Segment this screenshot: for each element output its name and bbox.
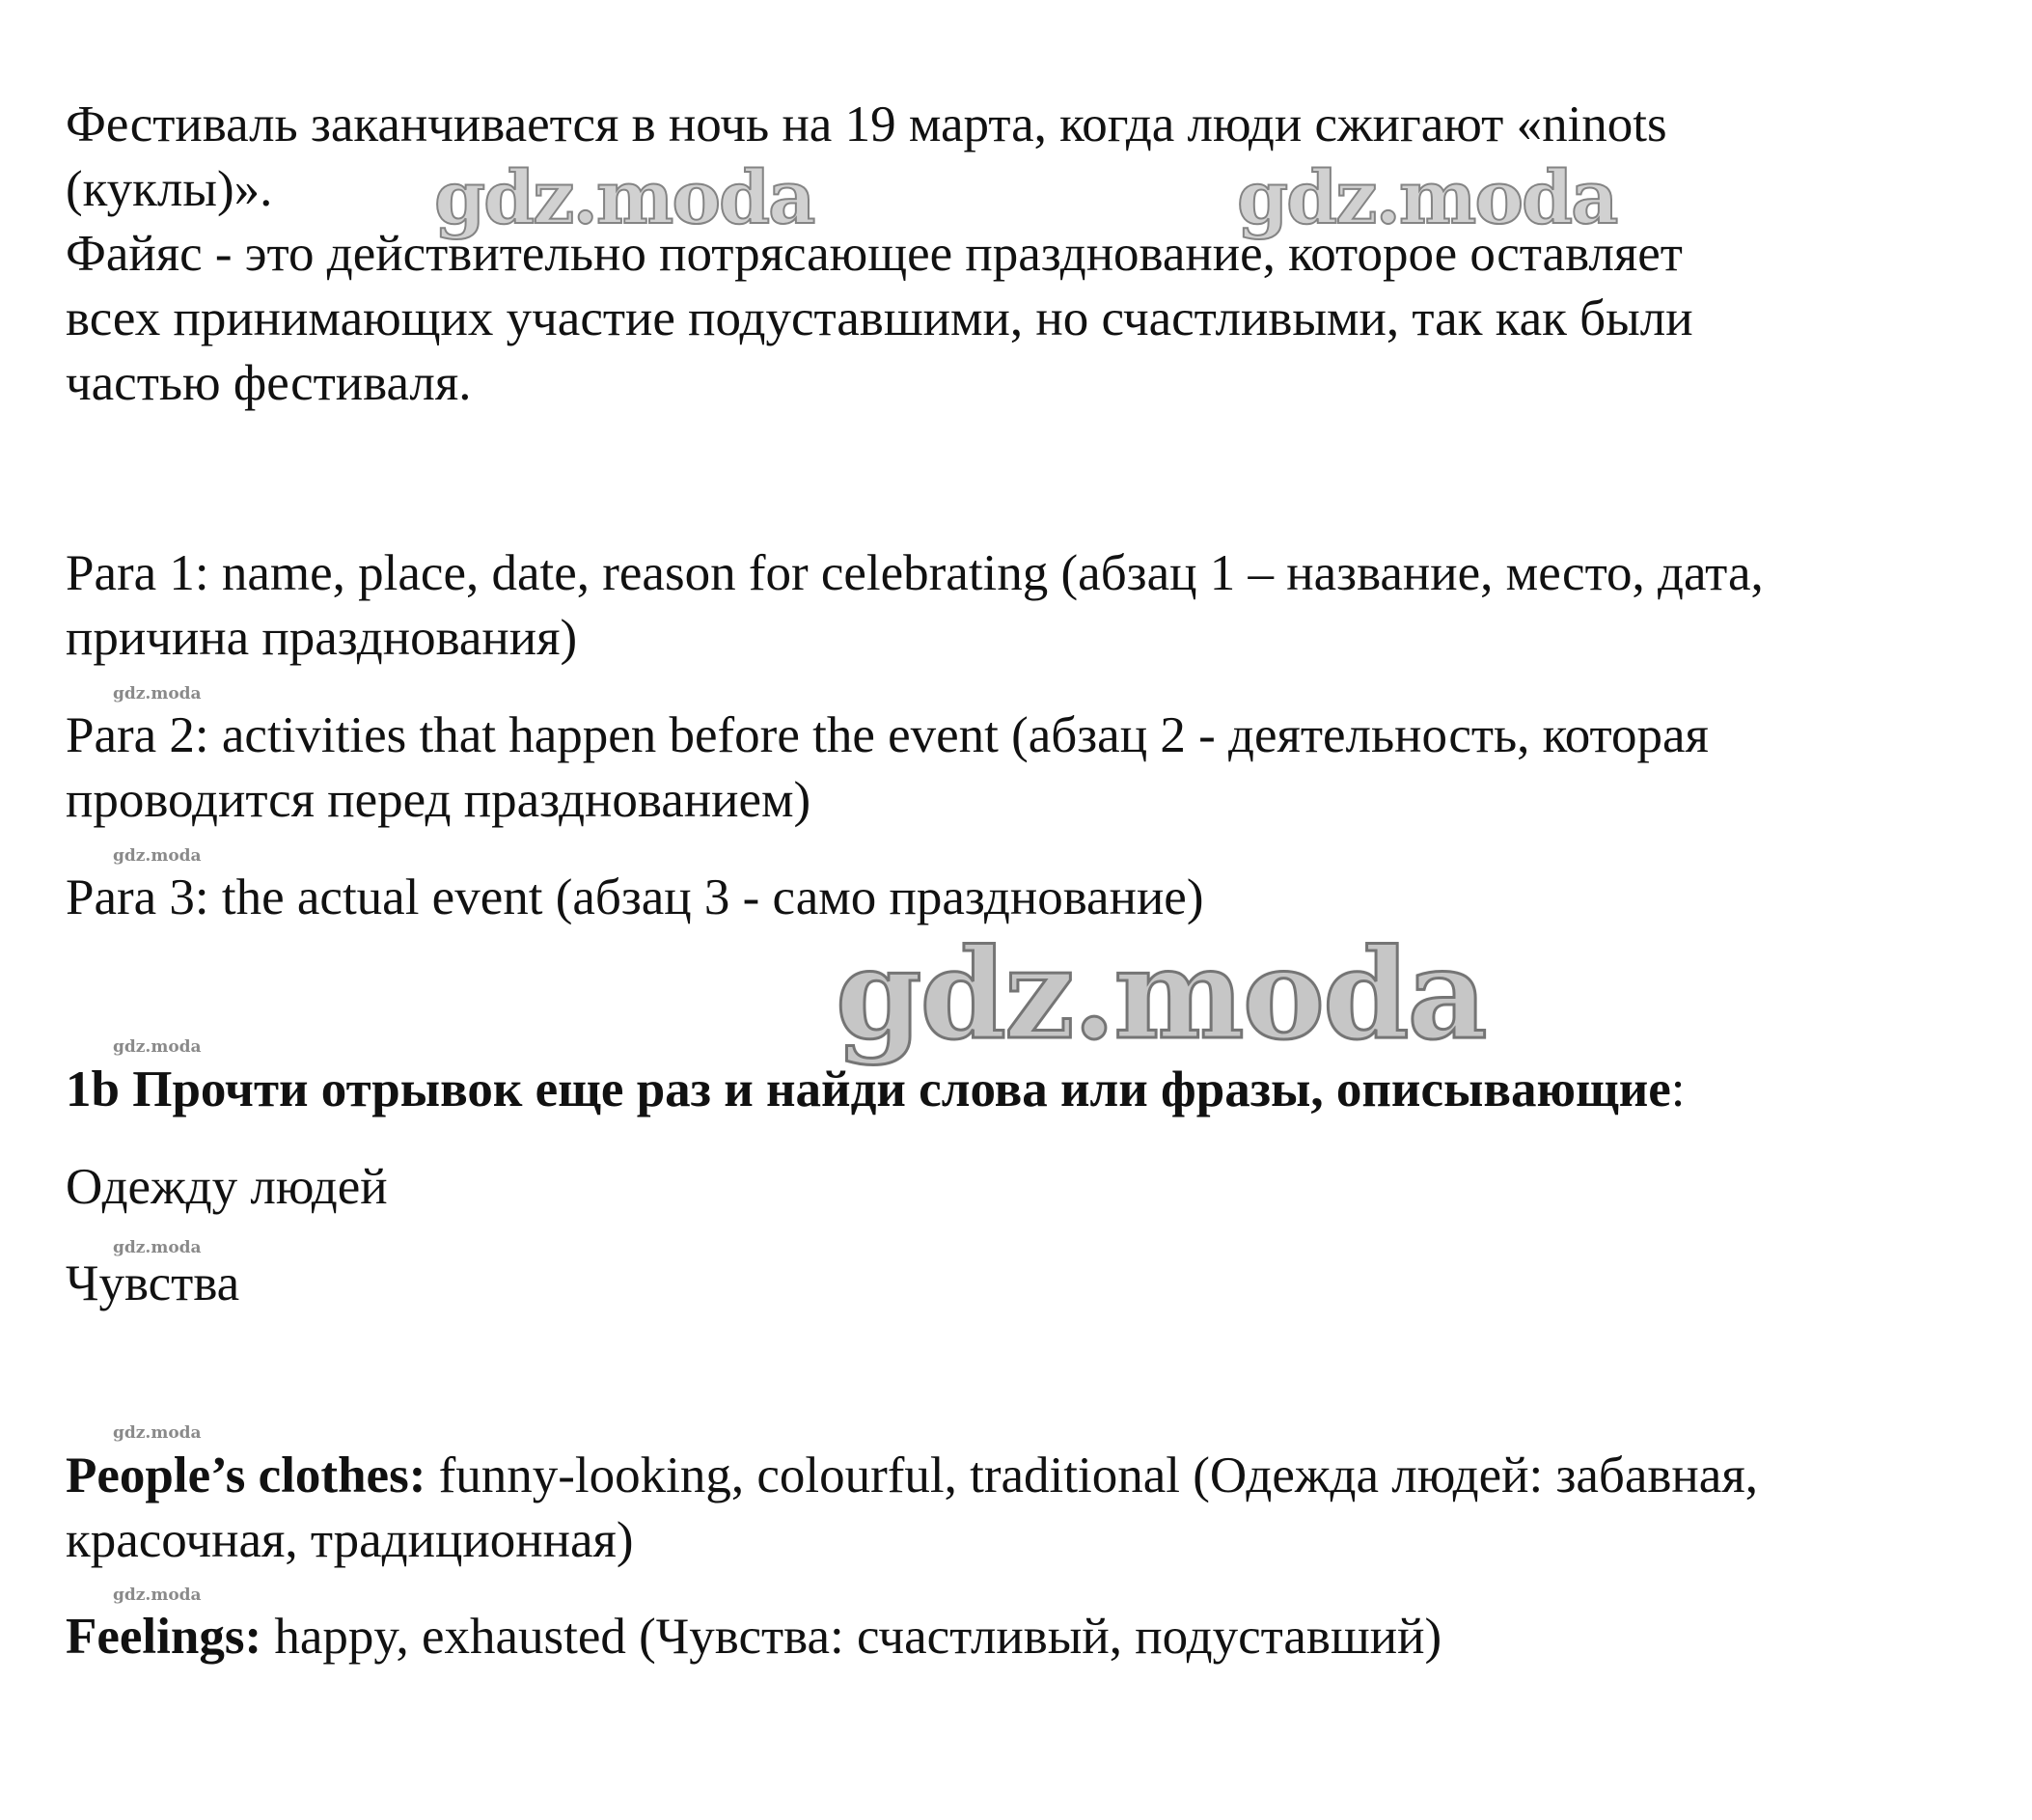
text-line-dolls: (куклы)». — [66, 161, 273, 217]
text-line-festival-part: частью фестиваля. — [66, 355, 472, 411]
task-1b-heading-colon: : — [1670, 1062, 1686, 1117]
text-line-para-3: Para 3: the actual event (абзац 3 - само празднование) — [66, 869, 1204, 925]
text-line-feelings-ru: Чувства — [66, 1255, 240, 1311]
watermark-small-5: gdz.moda — [113, 1423, 202, 1443]
text-line-fallas-description: Файяс - это действительно потрясающее празднование, которое оставляет — [66, 226, 1683, 282]
text-line-para-1: Para 1: name, place, date, reason for celebrating (абзац 1 – название, место, дата, — [66, 545, 1764, 601]
text-line-participants: всех принимающих участие подуставшими, но счастливыми, так как были — [66, 290, 1693, 346]
text-line-para-1-cont: причина празднования) — [66, 610, 578, 666]
watermark-small-2: gdz.moda — [113, 846, 202, 866]
answer-feelings-label: Feelings: — [66, 1609, 262, 1665]
watermark-small-6: gdz.moda — [113, 1586, 202, 1605]
text-line-para-2: Para 2: activities that happen before the event (абзац 2 - деятельность, которая — [66, 707, 1709, 763]
text-line-para-2-cont: проводится перед празднованием) — [66, 772, 811, 828]
answer-peoples-clothes-text: funny-looking, colourful, traditional (Одежда людей: забавная, — [426, 1448, 1758, 1503]
answer-feelings — [66, 1605, 1442, 1668]
task-1b-heading-bold: 1b Прочти отрывок еще раз и найди слова или фразы, описывающие — [66, 1062, 1671, 1117]
answer-feelings-text: happy, exhausted (Чувства: счастливый, подуставший) — [261, 1609, 1442, 1665]
watermark-logo-2: gdz.moda — [1237, 154, 1617, 240]
task-1b-heading — [66, 1058, 1686, 1121]
answer-peoples-clothes-label: People’s clothes: — [66, 1448, 426, 1503]
text-line-festival-ending: Фестиваль заканчивается в ночь на 19 марта, когда люди сжигают «ninots — [66, 97, 1667, 152]
watermark-logo-center: gdz.moda — [836, 923, 1486, 1067]
answer-peoples-clothes — [66, 1444, 1758, 1507]
watermark-small-3: gdz.moda — [113, 1037, 202, 1057]
text-line-peoples-clothes-ru: Одежду людей — [66, 1159, 388, 1215]
watermark-small-4: gdz.moda — [113, 1238, 202, 1257]
answer-peoples-clothes-cont: красочная, традиционная) — [66, 1512, 634, 1568]
watermark-logo-1: gdz.moda — [434, 154, 814, 240]
watermark-small-1: gdz.moda — [113, 684, 202, 703]
